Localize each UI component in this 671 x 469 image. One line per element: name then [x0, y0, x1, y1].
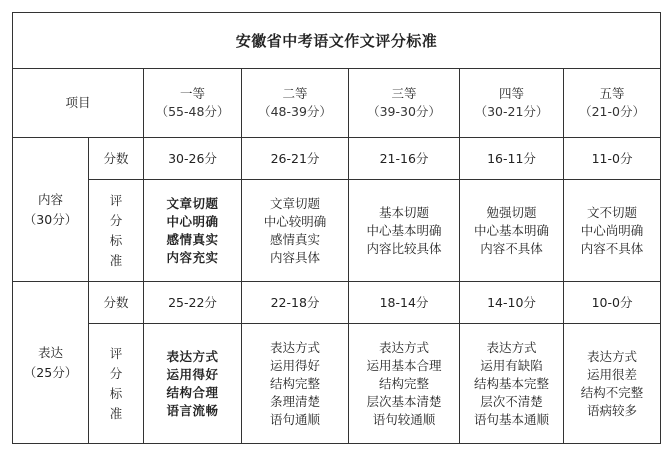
grade-name: 一等 — [179, 86, 205, 101]
grade-range: （39-30分） — [367, 104, 441, 119]
score-label: 分数 — [89, 138, 144, 180]
grade-range: （48-39分） — [258, 104, 332, 119]
category-points: （30分） — [23, 211, 78, 227]
category-name: 内容 — [37, 191, 63, 207]
grade-header-2 — [242, 69, 349, 138]
criteria-line: 语句较通顺 — [372, 411, 436, 427]
criteria-line: 勉强切题 — [486, 204, 537, 220]
criteria-cell — [242, 324, 349, 444]
expression-category — [13, 282, 89, 444]
criteria-label-char: 准 — [109, 405, 123, 421]
criteria-line: 文章切题 — [269, 195, 320, 211]
criteria-line: 内容不具体 — [580, 240, 644, 256]
criteria-label-char: 标 — [109, 232, 123, 248]
criteria-line: 中心基本明确 — [473, 222, 549, 238]
criteria-label-char: 评 — [109, 345, 123, 361]
criteria-line: 语句通顺 — [269, 411, 320, 427]
expression-criteria-row — [13, 324, 661, 444]
score-label: 分数 — [89, 282, 144, 324]
criteria-line: 运用有缺陷 — [480, 357, 543, 373]
criteria-line: 结构不完整 — [580, 384, 644, 400]
score-cell: 22-18分 — [242, 282, 349, 324]
score-cell: 26-21分 — [242, 138, 349, 180]
grading-table — [12, 12, 661, 444]
grade-range: （55-48分） — [155, 104, 230, 119]
content-criteria-row — [13, 180, 661, 282]
criteria-line: 中心尚明确 — [580, 222, 644, 238]
grade-header-3 — [349, 69, 460, 138]
criteria-line: 中心明确 — [166, 213, 219, 229]
criteria-line: 内容具体 — [269, 249, 320, 265]
criteria-line: 运用很差 — [587, 366, 638, 382]
score-cell: 18-14分 — [349, 282, 460, 324]
criteria-label-char: 标 — [109, 385, 123, 401]
criteria-label — [89, 324, 144, 444]
criteria-line: 表达方式 — [486, 339, 537, 355]
criteria-line: 结构基本完整 — [473, 375, 549, 391]
criteria-cell — [144, 180, 242, 282]
grade-header-4 — [460, 69, 564, 138]
criteria-line: 感情真实 — [166, 231, 219, 247]
criteria-line: 内容比较具体 — [366, 240, 442, 256]
criteria-line: 感情真实 — [269, 231, 320, 247]
criteria-line: 语言流畅 — [166, 402, 219, 418]
grade-name: 二等 — [282, 86, 308, 101]
criteria-cell — [144, 324, 242, 444]
grade-name: 五等 — [599, 86, 625, 101]
content-category — [13, 138, 89, 282]
criteria-cell — [564, 180, 661, 282]
criteria-line: 表达方式 — [587, 348, 638, 364]
item-header: 项目 — [13, 69, 144, 138]
criteria-line: 层次不清楚 — [480, 393, 543, 409]
grade-header-1 — [144, 69, 242, 138]
criteria-line: 内容充实 — [166, 249, 219, 265]
expression-score-row — [13, 282, 661, 324]
criteria-line: 表达方式 — [269, 339, 320, 355]
criteria-line: 层次基本清楚 — [366, 393, 442, 409]
grade-header-row — [13, 69, 661, 138]
criteria-line: 语句基本通顺 — [473, 411, 549, 427]
criteria-line: 文不切题 — [587, 204, 638, 220]
criteria-line: 运用得好 — [269, 357, 320, 373]
score-cell: 30-26分 — [144, 138, 242, 180]
criteria-line: 条理清楚 — [269, 393, 320, 409]
criteria-cell — [242, 180, 349, 282]
content-score-row — [13, 138, 661, 180]
criteria-line: 结构完整 — [378, 375, 429, 391]
criteria-cell — [564, 324, 661, 444]
grade-name: 三等 — [391, 86, 417, 101]
criteria-line: 运用得好 — [166, 366, 219, 382]
criteria-line: 表达方式 — [378, 339, 429, 355]
criteria-line: 文章切题 — [166, 195, 219, 211]
criteria-line: 中心较明确 — [263, 213, 327, 229]
criteria-label-char: 准 — [109, 252, 123, 268]
criteria-label-char: 评 — [109, 192, 123, 208]
grade-range: （30-21分） — [474, 104, 549, 119]
score-cell: 11-0分 — [564, 138, 661, 180]
criteria-line: 基本切题 — [378, 204, 429, 220]
criteria-label-char: 分 — [109, 365, 123, 381]
criteria-cell — [460, 180, 564, 282]
score-cell: 16-11分 — [460, 138, 564, 180]
grade-header-5 — [564, 69, 661, 138]
score-cell: 14-10分 — [460, 282, 564, 324]
score-cell: 21-16分 — [349, 138, 460, 180]
criteria-line: 结构完整 — [269, 375, 320, 391]
criteria-label-char: 分 — [109, 212, 123, 228]
criteria-label — [89, 180, 144, 282]
criteria-line: 运用基本合理 — [366, 357, 442, 373]
criteria-cell — [349, 180, 460, 282]
criteria-cell — [460, 324, 564, 444]
criteria-cell — [349, 324, 460, 444]
score-cell: 10-0分 — [564, 282, 661, 324]
criteria-line: 结构合理 — [166, 384, 219, 400]
category-points: （25分） — [23, 364, 78, 380]
grade-range: （21-0分） — [579, 104, 645, 119]
criteria-line: 表达方式 — [166, 348, 219, 364]
score-cell: 25-22分 — [144, 282, 242, 324]
grade-name: 四等 — [498, 86, 524, 101]
category-name: 表达 — [37, 344, 63, 360]
table-title: 安徽省中考语文作文评分标准 — [13, 13, 661, 69]
criteria-line: 中心基本明确 — [366, 222, 442, 238]
criteria-line: 语病较多 — [587, 402, 638, 418]
criteria-line: 内容不具体 — [480, 240, 543, 256]
